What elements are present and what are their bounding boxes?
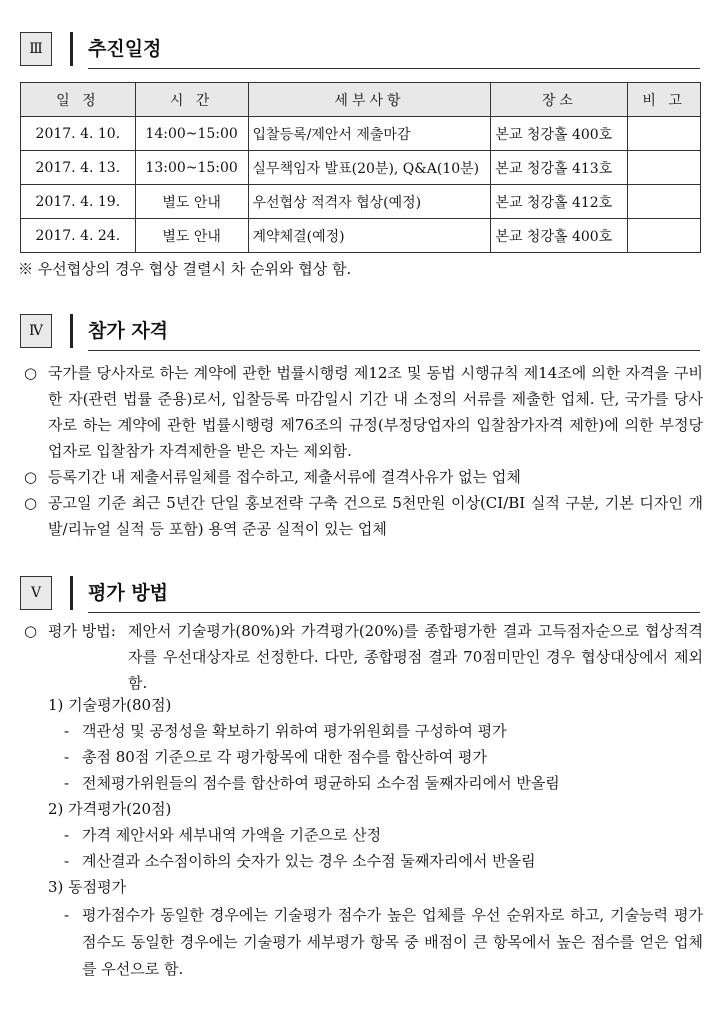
dash-marker: - <box>64 748 70 766</box>
section-title: 평가 방법 <box>88 582 169 604</box>
table-cell: 입찰등록/제안서 제출마감 <box>248 117 491 151</box>
table-cell: 계약체결(예정) <box>248 219 491 253</box>
evaluation-method-label: 평가 방법: <box>48 622 116 640</box>
table-cell: 14:00~15:00 <box>135 117 248 151</box>
subsection-title-technical: 1) 기술평가(80점) <box>48 696 172 714</box>
dash-marker: - <box>64 774 70 792</box>
table-cell <box>628 185 701 219</box>
table-cell: 2017. 4. 10. <box>21 117 136 151</box>
table-cell: 2017. 4. 24. <box>21 219 136 253</box>
bullet-circle: ○ <box>24 468 38 486</box>
list-item: 객관성 및 공정성을 확보하기 위하여 평가위원회를 구성하여 평가 <box>82 722 507 740</box>
table-cell: 2017. 4. 19. <box>21 185 136 219</box>
table-cell: 본교 청강홀 400호 <box>491 117 628 151</box>
table-cell: 13:00~15:00 <box>135 151 248 185</box>
bullet-circle: ○ <box>24 364 38 382</box>
section-underline <box>88 68 700 69</box>
column-header: 시 간 <box>135 83 248 117</box>
section-header-schedule <box>20 32 700 72</box>
table-row <box>21 151 701 185</box>
bullet-circle: ○ <box>24 494 38 512</box>
dash-marker: - <box>64 826 70 844</box>
list-item: 계산결과 소수점이하의 숫자가 있는 경우 소수점 둘째자리에서 반올림 <box>82 852 536 870</box>
table-cell: 본교 청강홀 400호 <box>491 219 628 253</box>
table-cell: 우선협상 적격자 협상(예정) <box>248 185 491 219</box>
eligibility-item: 공고일 기준 최근 5년간 단일 홍보전략 구축 건으로 5천만원 이상(CI/BI 실적 구분, 기본 디자인 개발/리뉴얼 실적 등 포함) 용역 준공 실적이 있는 업체 <box>48 494 703 538</box>
section-underline <box>88 350 700 351</box>
bullet-circle: ○ <box>24 622 38 640</box>
eligibility-item: 등록기간 내 제출서류일체를 접수하고, 제출서류에 결격사유가 없는 업체 <box>48 468 521 486</box>
section-title: 참가 자격 <box>88 320 169 342</box>
section-underline <box>88 612 700 613</box>
section-divider-bar <box>70 314 73 348</box>
column-header: 세부사항 <box>248 83 491 117</box>
list-item: 가격 제안서와 세부내역 가액을 기준으로 산정 <box>82 826 382 844</box>
dash-marker: - <box>64 852 70 870</box>
subsection-title-price: 2) 가격평가(20점) <box>48 800 172 818</box>
table-row <box>21 219 701 253</box>
section-header-eligibility <box>20 314 700 354</box>
list-item: 전체평가위원들의 점수를 합산하여 평균하되 소수점 둘째자리에서 반올림 <box>82 774 560 792</box>
section-divider-bar <box>70 576 73 610</box>
table-cell: 본교 청강홀 412호 <box>491 185 628 219</box>
table-cell <box>628 117 701 151</box>
schedule-table <box>20 82 701 253</box>
list-item: 총점 80점 기준으로 각 평가항목에 대한 점수를 합산하여 평가 <box>82 748 487 766</box>
table-cell: 2017. 4. 13. <box>21 151 136 185</box>
column-header: 장소 <box>491 83 628 117</box>
schedule-note: ※ 우선협상의 경우 협상 결렬시 차 순위와 협상 함. <box>18 260 352 278</box>
eligibility-item: 국가를 당사자로 하는 계약에 관한 법률시행령 제12조 및 동법 시행규칙 제14조에 의한 자격을 구비한 자(관련 법률 준용)로서, 입찰등록 마감일시 기간 내 소정의 서류를 제출한 업체. 단, 국가를 당사자로 하는 계약에 관한 법률시행령 제76조의 규정(부정당업자의 입찰참가자격 제한)에 의한 부정당업자로 입찰참가 자격제한을 받은 자는 제외함. <box>48 364 703 460</box>
subsection-title-tie: 3) 동점평가 <box>48 878 127 896</box>
list-item: 평가점수가 동일한 경우에는 기술평가 점수가 높은 업체를 우선 순위자로 하고, 기술능력 평가점수도 동일한 경우에는 기술평가 세부평가 항목 중 배점이 큰 항목에서 높은 점수를 얻은 업체를 우선으로 함. <box>82 906 703 978</box>
table-row <box>21 117 701 151</box>
table-header-row <box>21 83 701 117</box>
table-cell <box>628 151 701 185</box>
column-header: 일 정 <box>21 83 136 117</box>
table-cell: 별도 안내 <box>135 185 248 219</box>
section-divider-bar <box>70 32 73 66</box>
dash-marker: - <box>64 722 70 740</box>
table-row <box>21 185 701 219</box>
table-cell: 별도 안내 <box>135 219 248 253</box>
table-cell: 본교 청강홀 413호 <box>491 151 628 185</box>
section-number: Ⅳ <box>20 314 52 348</box>
section-number: Ⅲ <box>20 32 52 66</box>
section-number: Ⅴ <box>20 576 52 610</box>
table-cell: 실무책임자 발표(20분), Q&A(10분) <box>248 151 491 185</box>
table-cell <box>628 219 701 253</box>
evaluation-method-text: 제안서 기술평가(80%)와 가격평가(20%)를 종합평가한 결과 고득점자순으로 협상적격자를 우선대상자로 선정한다. 다만, 종합평점 결과 70점미만인 경우 협상대상에서 제외함. <box>128 622 703 692</box>
dash-marker: - <box>64 906 70 924</box>
column-header: 비 고 <box>628 83 701 117</box>
section-title: 추진일정 <box>88 38 162 60</box>
section-header-evaluation <box>20 576 700 616</box>
